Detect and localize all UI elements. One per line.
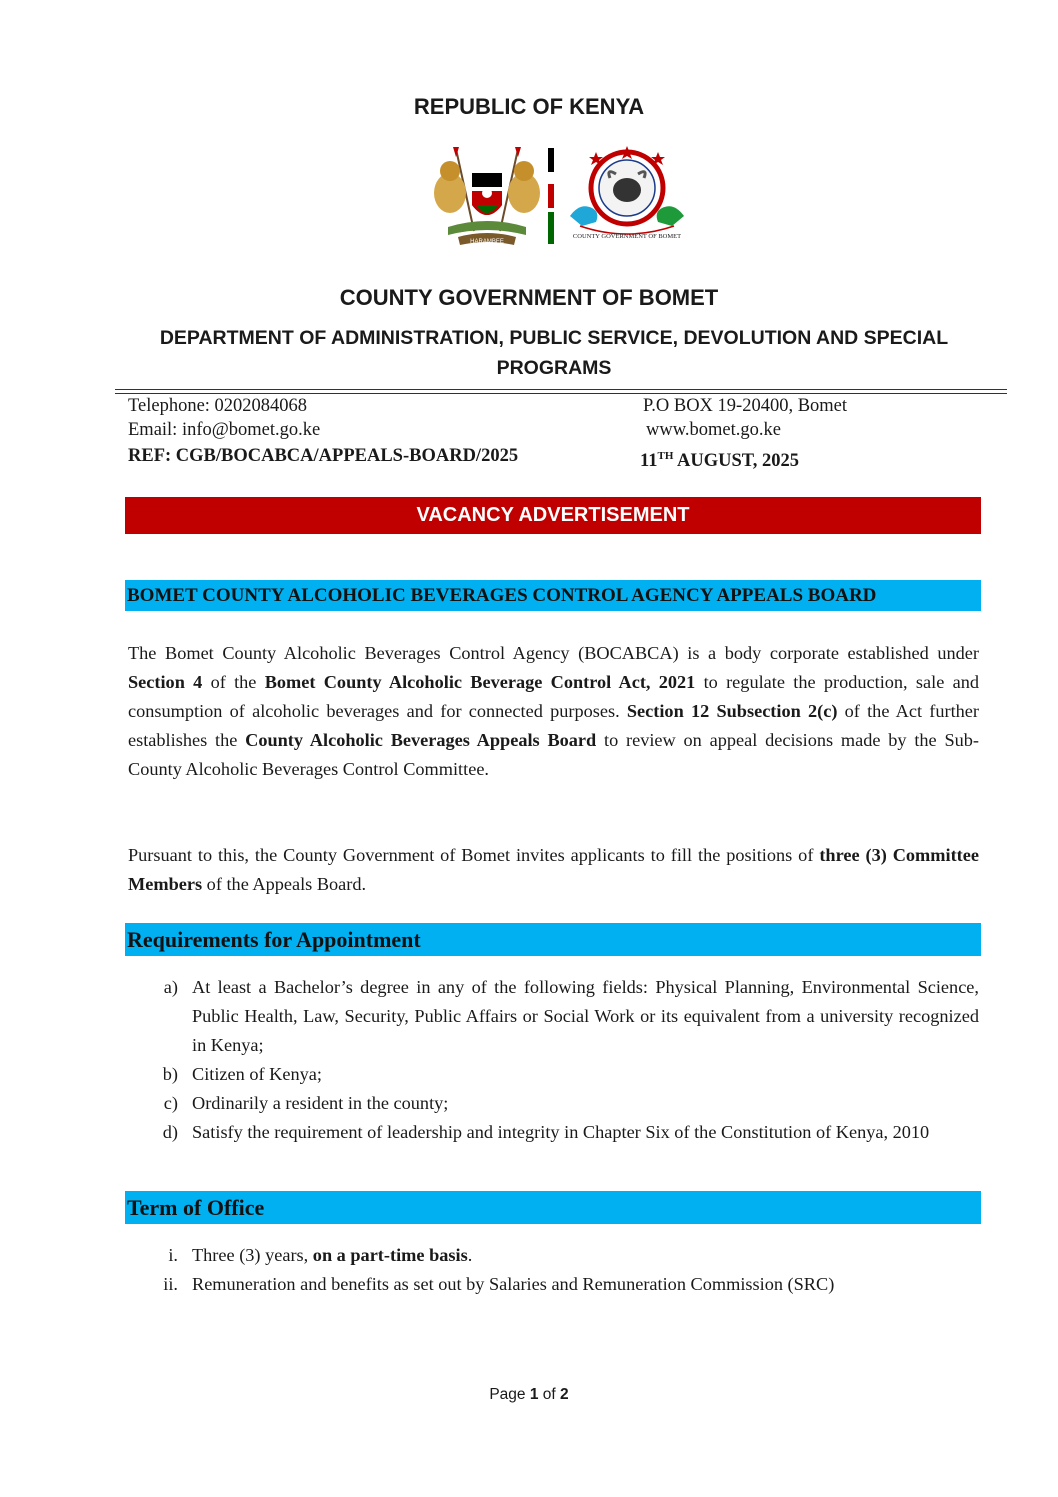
intro-bold-board: County Alcoholic Beverages Appeals Board [245, 730, 597, 750]
header-rule-thick [115, 389, 1007, 390]
seal-caption: COUNTY GOVERNMENT OF BOMET [572, 233, 682, 240]
email: Email: info@bomet.go.ke [128, 420, 321, 440]
county-heading: COUNTY GOVERNMENT OF BOMET [339, 285, 719, 310]
term-heading: Term of Office [125, 1191, 981, 1224]
term-item-duration [192, 1241, 979, 1270]
intro-text: of the [202, 672, 265, 692]
term-marker: ii. [163, 1274, 178, 1294]
requirement-marker: b) [162, 1064, 178, 1084]
requirement-item: At least a Bachelor’s degree in any of the following fields: Physical Planning, Environmental Science, Public Health, Law, Security, Public Affairs or Social Work or its equivalent from a university recognized in Kenya; [192, 977, 979, 1055]
intro-text: The Bomet County Alcoholic Beverages Control Agency (BOCABCA) is a body corporate established under [128, 643, 979, 663]
term-text: . [467, 1245, 473, 1265]
term-text: Three (3) years, [192, 1245, 313, 1265]
invitation-text: Pursuant to this, the County Government of Bomet invites applicants to fill the positions of [128, 845, 820, 865]
po-box: P.O BOX 19-20400, Bomet [643, 396, 848, 416]
flag-bar-red [548, 184, 554, 208]
agency-name-band: BOMET COUNTY ALCOHOLIC BEVERAGES CONTROL AGENCY APPEALS BOARD [125, 580, 981, 611]
intro-bold-subsection: Section 12 Subsection 2(c) [626, 701, 838, 721]
requirement-item: Citizen of Kenya; [192, 1064, 322, 1084]
page-current: 1 [529, 1386, 539, 1403]
bomet-county-seal-logo [566, 146, 688, 248]
requirement-marker: c) [163, 1093, 178, 1113]
intro-text: to review on appeal decisions made by the Sub-County Alcoholic Beverages Control Committee. [128, 730, 979, 779]
page-number [0, 1386, 1058, 1404]
intro-bold-act: Bomet County Alcoholic Beverage Control Act, 2021 [264, 672, 696, 692]
reference-number: REF: CGB/BOCABCA/APPEALS-BOARD/2025 [128, 446, 519, 466]
requirement-marker: d) [162, 1122, 178, 1142]
document-date [640, 444, 799, 473]
requirements-heading: Requirements for Appointment [125, 923, 981, 956]
term-item-remuneration: Remuneration and benefits as set out by Salaries and Remuneration Commission (SRC) [192, 1274, 835, 1294]
flag-bar-black [548, 148, 554, 172]
invitation-text: of the Appeals Board. [202, 874, 367, 894]
requirement-item: Ordinarily a resident in the county; [192, 1093, 449, 1113]
kenya-coat-of-arms-logo [428, 145, 546, 249]
requirement-item: Satisfy the requirement of leadership and integrity in Chapter Six of the Constitution of Kenya, 2010 [192, 1122, 930, 1142]
term-marker: i. [168, 1245, 178, 1265]
page-total: 2 [560, 1386, 569, 1403]
date-suffix: TH [657, 450, 674, 462]
date-month-year: AUGUST, 2025 [673, 451, 799, 472]
page-of-label: of [538, 1386, 561, 1403]
intro-text: of the Act further establishes the [128, 701, 979, 750]
term-bold-basis: on a part-time basis [312, 1245, 468, 1265]
flag-bar-green [548, 212, 554, 244]
telephone: Telephone: 0202084068 [128, 396, 308, 416]
requirement-marker: a) [163, 977, 178, 997]
invitation-paragraph [128, 841, 979, 899]
republic-heading: REPUBLIC OF KENYA [413, 94, 645, 119]
date-day: 11 [640, 451, 658, 472]
page-label: Page [489, 1386, 530, 1403]
intro-paragraph [128, 639, 979, 784]
flag-bar-white [548, 176, 554, 180]
intro-text: to regulate the production, sale and consumption of alcoholic beverages and for connected purposes. [128, 672, 979, 721]
harambee-motto: HARAMBEE [470, 239, 504, 245]
vacancy-title-band: VACANCY ADVERTISEMENT [125, 497, 981, 534]
intro-bold-section: Section 4 [128, 672, 203, 692]
invitation-bold-positions: three (3) Committee Members [128, 845, 979, 894]
website: www.bomet.go.ke [646, 420, 781, 440]
department-heading: DEPARTMENT OF ADMINISTRATION, PUBLIC SERVICE, DEVOLUTION AND SPECIAL PROGRAMS [159, 327, 949, 379]
